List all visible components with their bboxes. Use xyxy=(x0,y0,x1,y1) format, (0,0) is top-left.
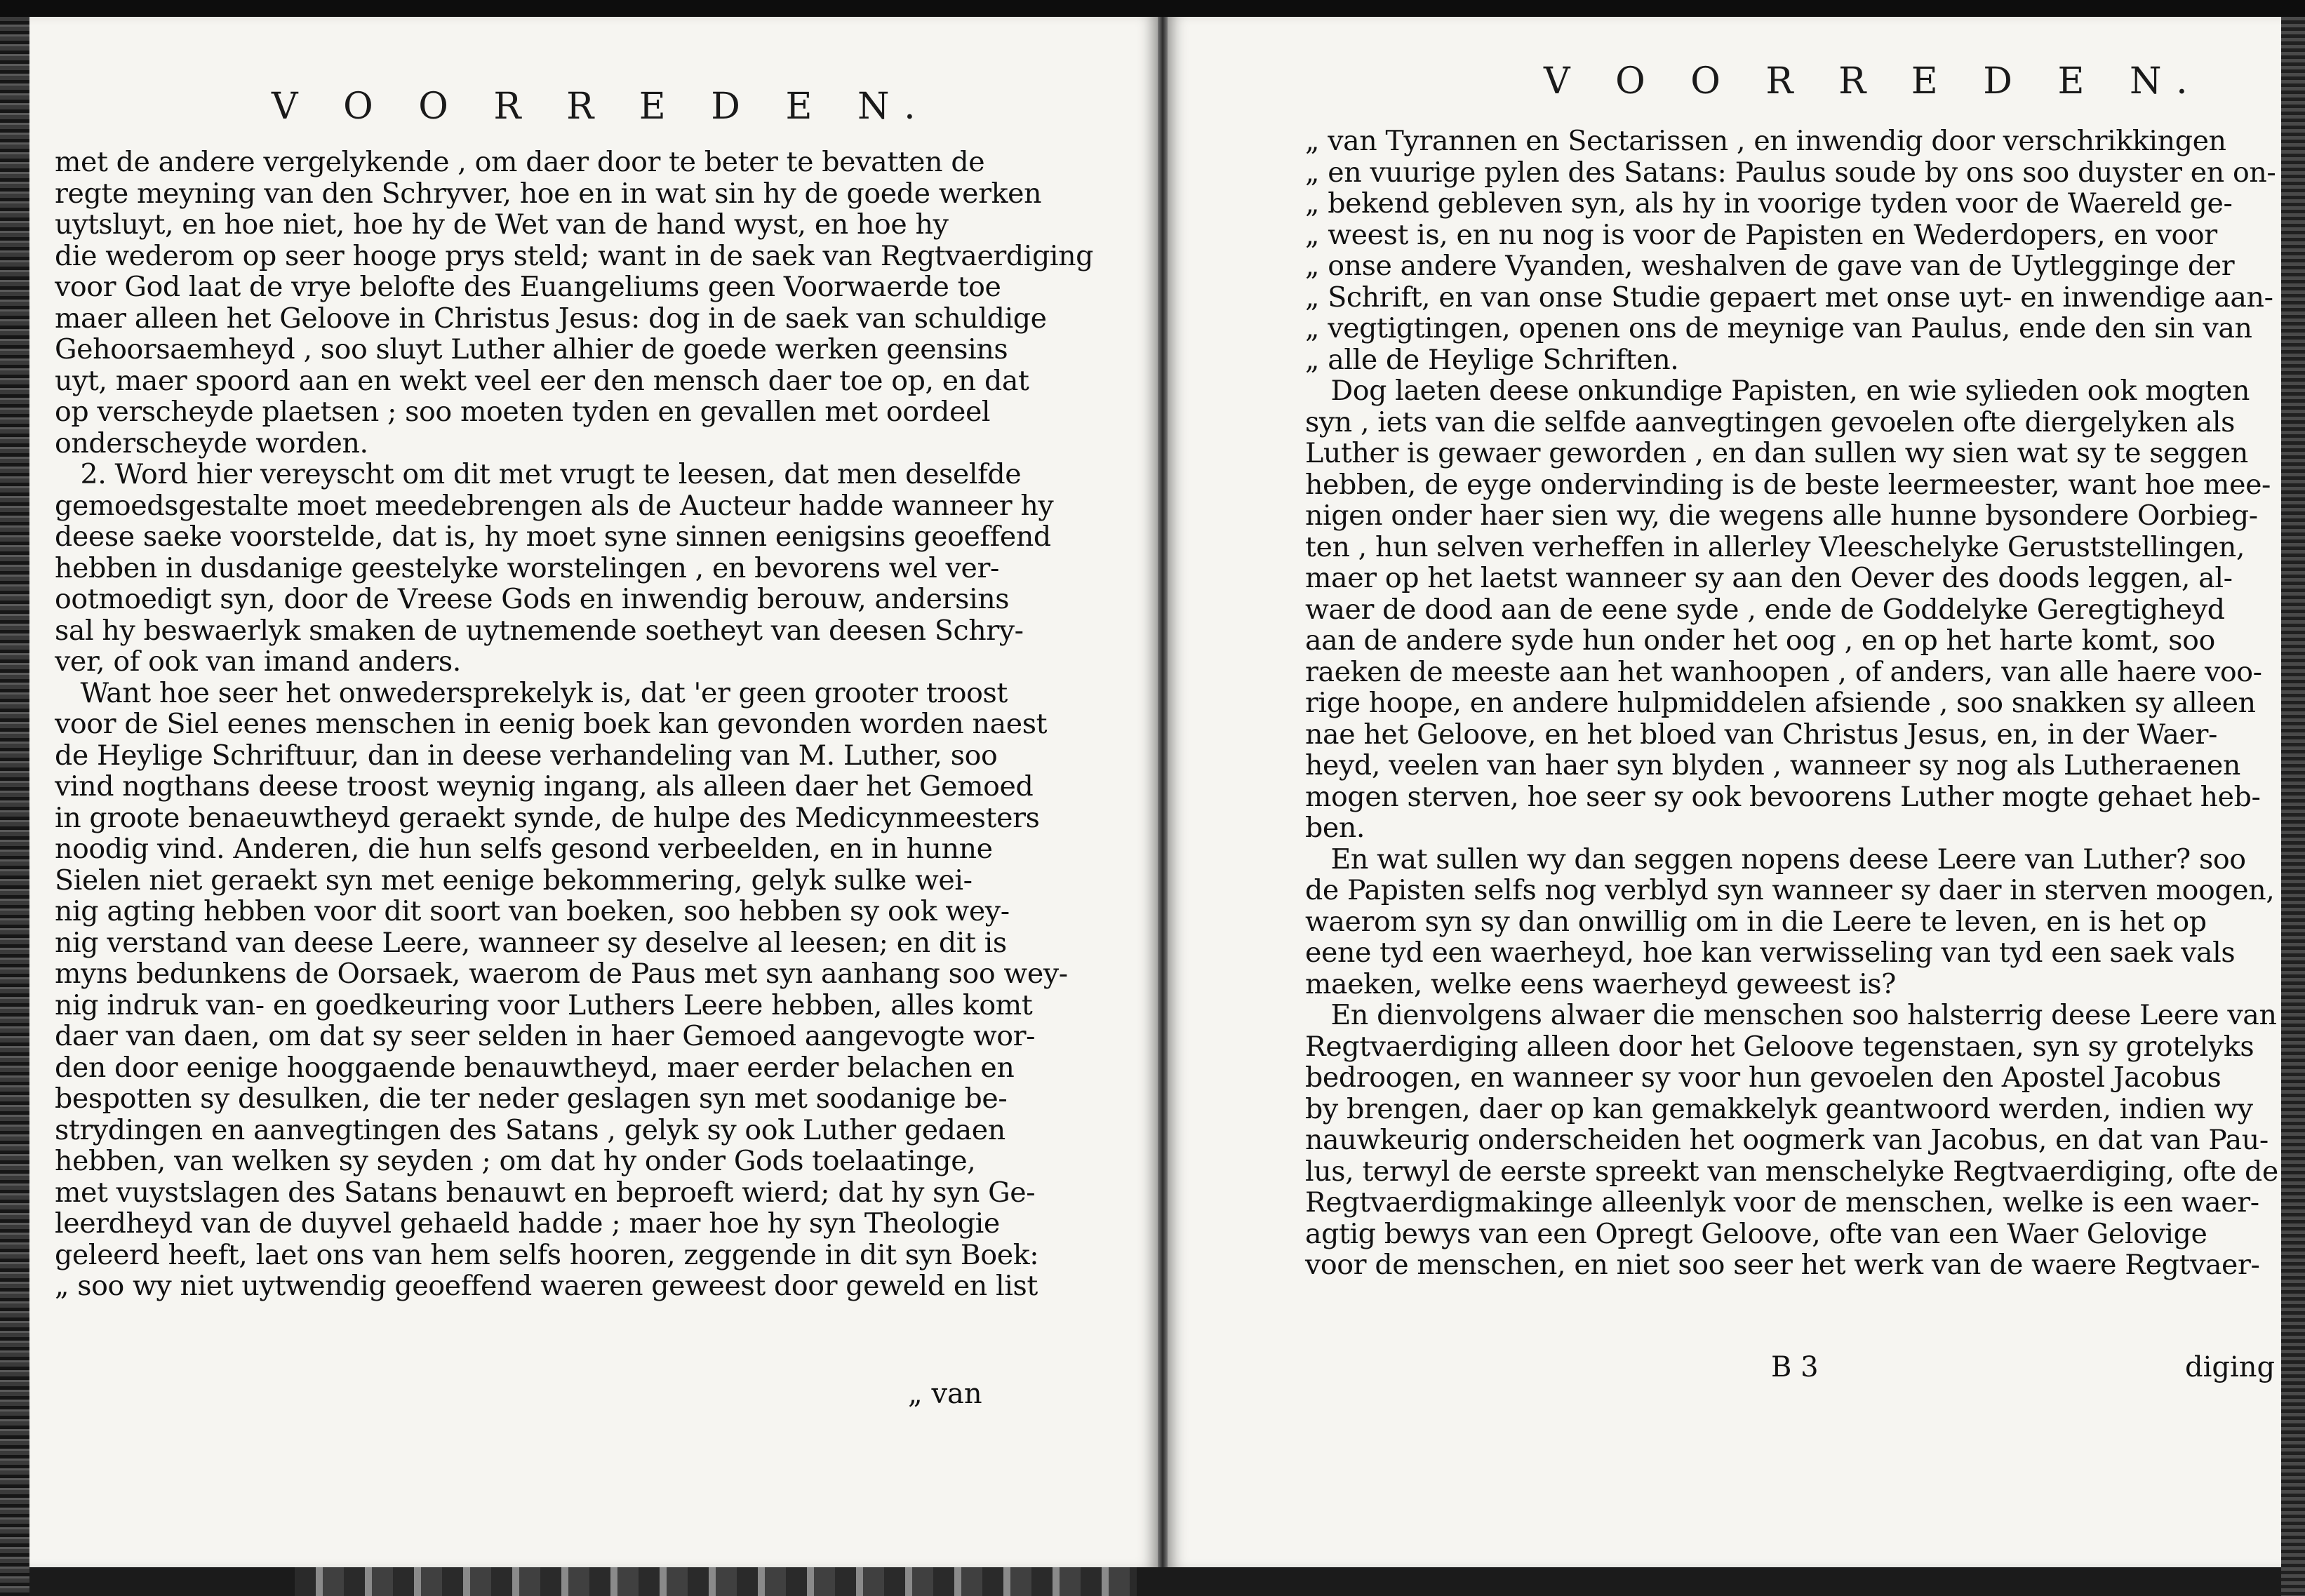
text-line: mogen sterven, hoe seer sy ook bevoorens Luther mogte gehaet heb- xyxy=(1305,780,2261,813)
book-edge-left xyxy=(0,17,29,1596)
text-line: „ soo wy niet uytwendig geoeffend waeren geweest door geweld en list xyxy=(55,1270,1038,1302)
text-line: die wederom op seer hooge prys steld; want in de saek van Regtvaerdiging xyxy=(55,239,1094,272)
text-line: maer alleen het Geloove in Christus Jesus: dog in de saek van schuldige xyxy=(55,302,1047,335)
text-line: 2. Word hier vereyscht om dit met vrugt te leesen, dat men deselfde xyxy=(55,458,1022,490)
text-line: „ weest is, en nu nog is voor de Papisten en Wederdopers, en voor xyxy=(1305,218,2217,251)
text-line: nig verstand van deese Leere, wanneer sy deselve al leesen; en dit is xyxy=(55,926,1007,959)
text-line: „ Schrift, en van onse Studie gepaert met onse uyt- en inwendige aan- xyxy=(1305,281,2273,314)
text-line: maer op het laetst wanneer sy aan den Oever des doods leggen, al- xyxy=(1305,562,2233,594)
text-line: hebben in dusdanige geestelyke worstelingen , en bevorens wel ver- xyxy=(55,551,999,584)
text-line: vind nogthans deese troost weynig ingang, als alleen daer het Gemoed xyxy=(55,770,1034,803)
text-line: ben. xyxy=(1305,812,1365,844)
catchword-left: „ van xyxy=(908,1378,982,1410)
text-line: nig indruk van- en goedkeuring voor Luthers Leere hebben, alles komt xyxy=(55,988,1033,1021)
signature-mark: B 3 xyxy=(1771,1351,1819,1383)
text-line: op verscheyde plaetsen ; soo moeten tyden en gevallen met oordeel xyxy=(55,396,991,428)
text-line: regte meyning van den Schryver, hoe en in wat sin hy de goede werken xyxy=(55,177,1042,210)
text-line: nauwkeurig onderscheiden het oogmerk van Jacobus, en dat van Pau- xyxy=(1305,1124,2269,1156)
text-line: met de andere vergelykende , om daer door te beter te bevatten de xyxy=(55,146,985,178)
text-line: de Papisten selfs nog verblyd syn wanneer sy daer in sterven moogen, xyxy=(1305,874,2275,906)
right-page xyxy=(1168,17,2281,1567)
text-line: rige hoope, en andere hulpmiddelen afsiende , soo snakken sy alleen xyxy=(1305,687,2256,719)
left-page-body xyxy=(55,147,1093,1302)
text-line: agtig bewys van een Opregt Geloove, ofte van een Waer Gelovige xyxy=(1305,1217,2207,1250)
text-line: En dienvolgens alwaer die menschen soo halsterrig deese Leere van xyxy=(1305,999,2277,1031)
scan-top-border xyxy=(0,0,2305,17)
text-line: „ en vuurige pylen des Satans: Paulus soude by ons soo duyster en on- xyxy=(1305,156,2276,189)
text-line: Want hoe seer het onwedersprekelyk is, dat 'er geen grooter troost xyxy=(55,676,1008,709)
running-head-left: V O O R R E D E N. xyxy=(272,86,933,128)
text-line: uyt, maer spoord aan en wekt veel eer den mensch daer toe op, en dat xyxy=(55,364,1029,397)
text-line: met vuystslagen des Satans benauwt en beproeft wierd; dat hy syn Ge- xyxy=(55,1176,1036,1209)
text-line: deese saeke voorstelde, dat is, hy moet syne sinnen eenigsins geoeffend xyxy=(55,521,1051,553)
text-line: nigen onder haer sien wy, die wegens alle hunne bysondere Oorbieg- xyxy=(1305,499,2258,532)
text-line: lus, terwyl de eerste spreekt van menschelyke Regtvaerdiging, ofte de xyxy=(1305,1155,2278,1188)
text-line: hebben, van welken sy seyden ; om dat hy onder Gods toelaatinge, xyxy=(55,1145,976,1177)
text-line: nae het Geloove, en het bloed van Christus Jesus, en, in der Waer- xyxy=(1305,718,2217,751)
text-line: voor de menschen, en niet soo seer het werk van de waere Regtvaer- xyxy=(1305,1249,2260,1281)
text-line: aan de andere syde hun onder het oog , en op het harte komt, soo xyxy=(1305,624,2215,657)
text-line: „ onse andere Vyanden, weshalven de gave van de Uytlegginge der xyxy=(1305,250,2235,282)
text-line: hebben, de eyge ondervinding is de beste leermeester, want hoe mee- xyxy=(1305,468,2271,501)
text-line: noodig vind. Anderen, die hun selfs gesond verbeelden, en in hunne xyxy=(55,833,993,865)
text-line: onderscheyde worden. xyxy=(55,427,368,460)
text-line: Dog laeten deese onkundige Papisten, en wie sylieden ook mogten xyxy=(1305,375,2250,407)
text-line: geleerd heeft, laet ons van hem selfs hooren, zeggende in dit syn Boek: xyxy=(55,1238,1039,1271)
catchword-right: diging xyxy=(2185,1351,2276,1383)
text-line: syn , iets van die selfde aanvegtingen gevoelen ofte diergelyken als xyxy=(1305,405,2236,438)
text-line: waer de dood aan de eene syde , ende de Goddelyke Geregtigheyd xyxy=(1305,593,2225,626)
text-line: raeken de meeste aan het wanhoopen , of anders, van alle haere voo- xyxy=(1305,655,2262,688)
text-line: leerdheyd van de duyvel gehaeld hadde ; maer hoe hy syn Theologie xyxy=(55,1207,1000,1240)
text-line: Regtvaerdigmakinge alleenlyk voor de menschen, welke is een waer- xyxy=(1305,1186,2259,1219)
text-line: „ bekend gebleven syn, als hy in voorige tyden voor de Waereld ge- xyxy=(1305,187,2233,220)
left-page xyxy=(29,17,1158,1567)
text-line: En wat sullen wy dan seggen nopens deese Leere van Luther? soo xyxy=(1305,843,2246,876)
text-line: de Heylige Schriftuur, dan in deese verhandeling van M. Luther, soo xyxy=(55,739,998,772)
book-edge-right xyxy=(2281,17,2305,1596)
text-line: ten , hun selven verheffen in allerley Vleeschelyke Geruststellingen, xyxy=(1305,530,2245,563)
text-line: voor God laat de vrye belofte des Euangeliums geen Voorwaerde toe xyxy=(55,271,1001,303)
text-line: ver, of ook van imand anders. xyxy=(55,645,461,678)
text-line: daer van daen, om dat sy seer selden in haer Gemoed aangevogte wor- xyxy=(55,1020,1036,1052)
running-head-right: V O O R R E D E N. xyxy=(1544,60,2205,102)
text-line: „ vegtigtingen, openen ons de meynige van Paulus, ende den sin van xyxy=(1305,312,2252,344)
text-line: „ alle de Heylige Schriften. xyxy=(1305,343,1679,376)
text-line: voor de Siel eenes menschen in eenig boek kan gevonden worden naest xyxy=(55,708,1048,740)
text-line: waerom syn sy dan onwillig om in die Leere te leven, en is het op xyxy=(1305,905,2207,938)
text-line: myns bedunkens de Oorsaek, waerom de Paus met syn aanhang soo wey- xyxy=(55,958,1068,990)
text-line: den door eenige hooggaende benauwtheyd, maer eerder belachen en xyxy=(55,1051,1015,1084)
text-line: Regtvaerdiging alleen door het Geloove tegenstaen, syn sy grotelyks xyxy=(1305,1030,2254,1063)
text-line: bedroogen, en wanneer sy voor hun gevoelen den Apostel Jacobus xyxy=(1305,1061,2222,1094)
text-line: „ van Tyrannen en Sectarissen , en inwendig door verschrikkingen xyxy=(1305,125,2226,157)
text-line: bespotten sy desulken, die ter neder geslagen syn met soodanige be- xyxy=(55,1082,1008,1115)
text-line: Gehoorsaemheyd , soo sluyt Luther alhier de goede werken geensins xyxy=(55,333,1008,366)
right-page-body xyxy=(1305,126,2278,1281)
text-line: nig agting hebben voor dit soort van boeken, soo hebben sy ook wey- xyxy=(55,895,1010,927)
text-line: by brengen, daer op kan gemakkelyk geantwoord werden, indien wy xyxy=(1305,1092,2253,1125)
text-line: maeken, welke eens waerheyd geweest is? xyxy=(1305,967,1896,1000)
text-line: uytsluyt, en hoe niet, hoe hy de Wet van de hand wyst, en hoe hy xyxy=(55,208,949,241)
text-line: eene tyd een waerheyd, hoe kan verwisseling van tyd een saek vals xyxy=(1305,937,2236,969)
text-line: heyd, veelen van haer syn blyden , wanneer sy nog als Lutheraenen xyxy=(1305,749,2240,782)
text-line: strydingen en aanvegtingen des Satans , gelyk sy ook Luther gedaen xyxy=(55,1113,1005,1146)
text-line: gemoedsgestalte moet meedebrengen als de Aucteur hadde wanneer hy xyxy=(55,489,1054,522)
text-line: Luther is gewaer geworden , en dan sullen wy sien wat sy te seggen xyxy=(1305,437,2248,469)
text-line: sal hy beswaerlyk smaken de uytnemende soetheyt van deesen Schry- xyxy=(55,614,1024,647)
text-line: Sielen niet geraekt syn met eenige bekommering, gelyk sulke wei- xyxy=(55,864,973,897)
text-line: ootmoedigt syn, door de Vreese Gods en inwendig berouw, andersins xyxy=(55,583,1010,615)
book-gutter xyxy=(1158,17,1168,1567)
text-line: in groote benaeuwtheyd geraekt synde, de hulpe des Medicynmeesters xyxy=(55,801,1040,834)
